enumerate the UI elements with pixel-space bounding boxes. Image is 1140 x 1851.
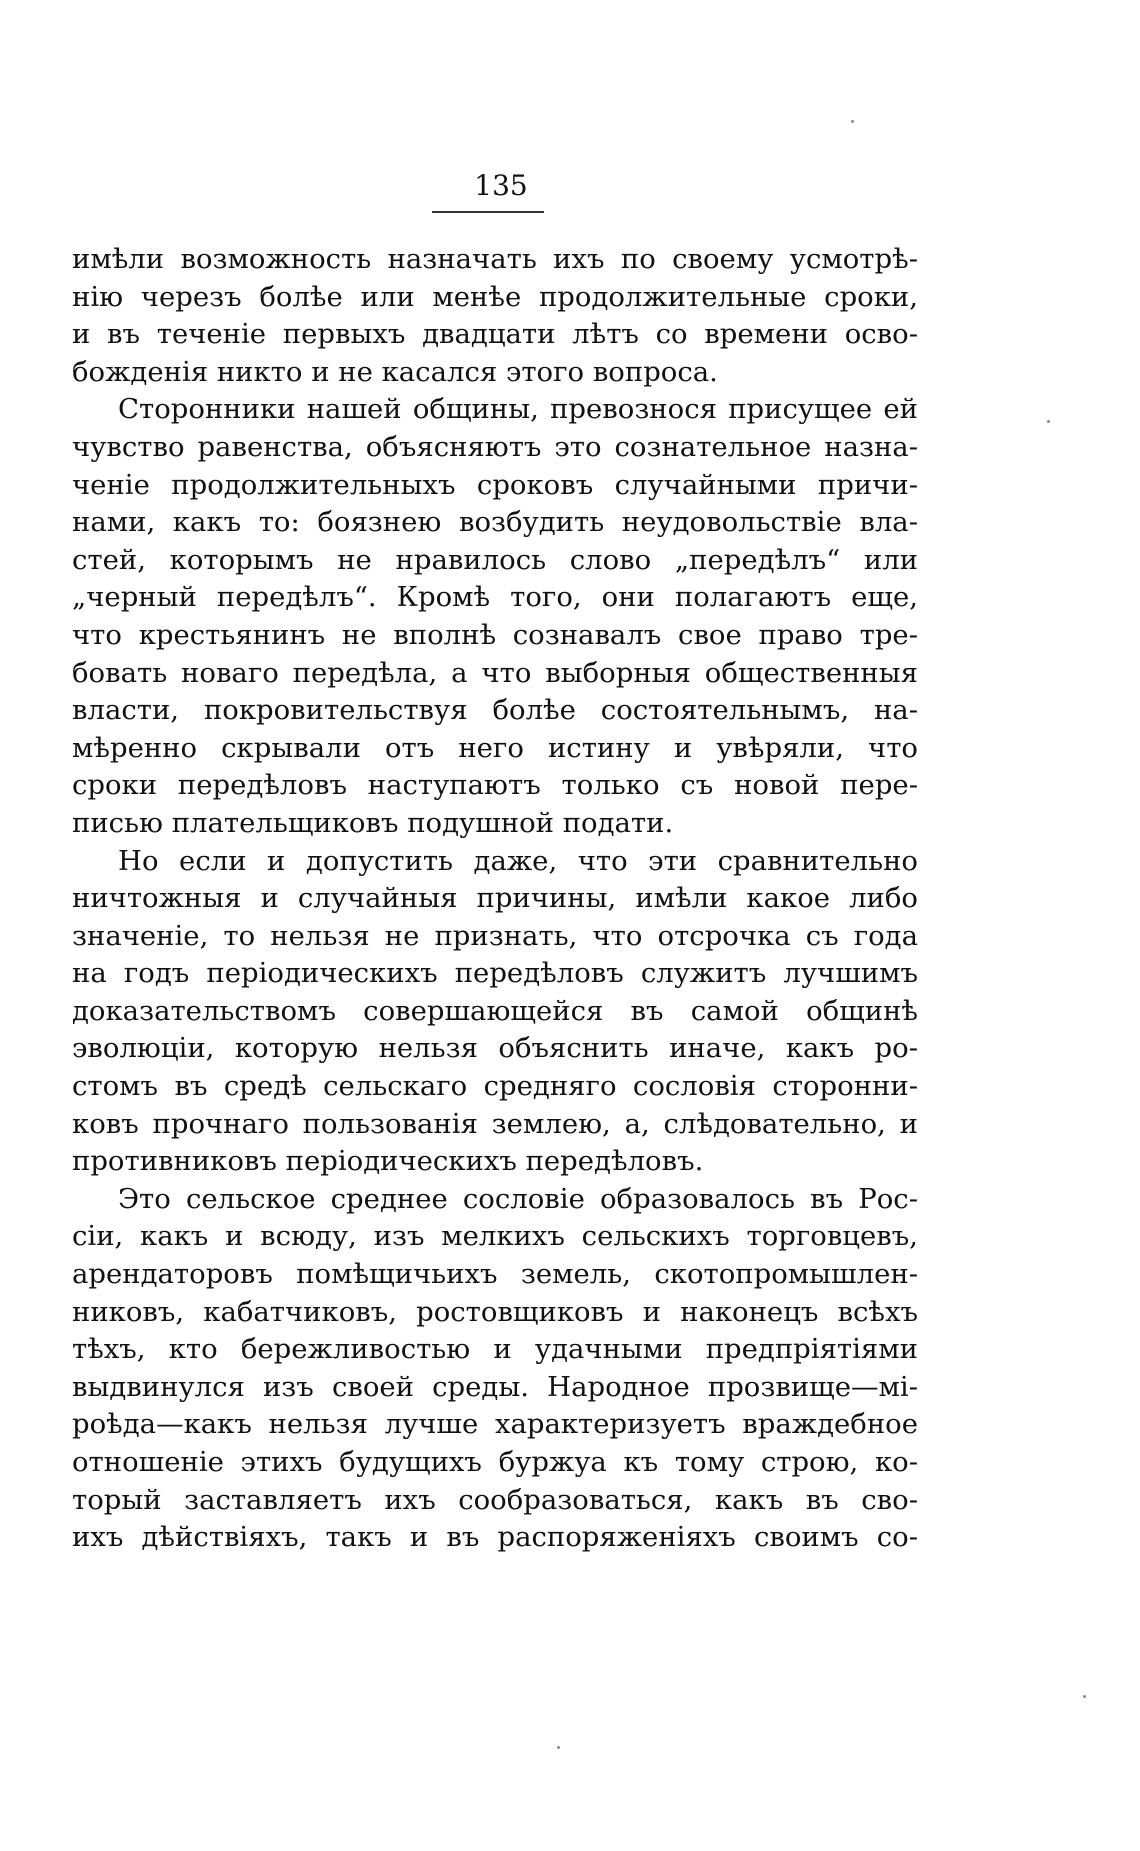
text-line: писью плательщиковъ подушной подати. <box>72 806 674 839</box>
text-line: эволюціи, которую нельзя объяснить иначе, какъ ро- <box>72 1032 918 1065</box>
text-line: доказательствомъ совершающейся въ самой общинѣ <box>72 994 918 1027</box>
paper-speck <box>1083 1695 1086 1698</box>
text-line: тѣхъ, кто бережливостью и удачными предпріятіями <box>72 1333 918 1366</box>
text-line: Сторонники нашей общины, превознося присущее ей <box>118 393 918 426</box>
text-line: значеніе, то нельзя не признать, что отсрочка съ года <box>72 919 918 952</box>
text-line: роѣда—какъ нельзя лучше характеризуетъ враждебное <box>72 1408 918 1441</box>
text-line: на годъ періодическихъ передѣловъ служитъ лучшимъ <box>72 957 918 990</box>
text-line: ковъ прочнаго пользованія землею, а, слѣдовательно, и <box>72 1107 918 1140</box>
text-line: что крестьянинъ не вполнѣ сознавалъ свое право тре- <box>72 618 918 651</box>
paper-speck <box>557 1746 560 1749</box>
text-line: бовать новаго передѣла, а что выборныя общественныя <box>72 656 918 689</box>
text-line: сіи, какъ и всюду, изъ мелкихъ сельскихъ торговцевъ, <box>72 1220 918 1253</box>
text-line: имѣли возможность назначать ихъ по своему усмотрѣ- <box>72 243 918 275</box>
body-text <box>72 241 918 1557</box>
text-line: Но если и допустить даже, что эти сравнительно <box>118 844 918 877</box>
text-line: отношеніе этихъ будущихъ буржуа къ тому строю, ко- <box>72 1446 918 1478</box>
text-line: стей, которымъ не нравилось слово „передѣлъ“ или <box>72 543 918 576</box>
paper-speck <box>1047 420 1050 423</box>
page-number-rule <box>432 211 544 213</box>
text-line: выдвинулся изъ своей среды. Народное прозвище—мі- <box>72 1370 918 1403</box>
text-line: Это сельское среднее сословіе образовалось въ Рос- <box>118 1182 918 1215</box>
text-line: противниковъ періодическихъ передѣловъ. <box>72 1145 704 1178</box>
text-line: ихъ дѣйствіяхъ, такъ и въ распоряженіяхъ своимъ со- <box>72 1521 918 1554</box>
text-line: божденія никто и не касался этого вопроса. <box>72 355 718 388</box>
text-line: и въ теченіе первыхъ двадцати лѣтъ со времени осво- <box>72 318 918 351</box>
text-line: нію черезъ болѣе или менѣе продолжительные сроки, <box>72 280 918 313</box>
text-line: власти, покровительствуя болѣе состоятельнымъ, на- <box>72 694 918 727</box>
text-line: торый заставляетъ ихъ сообразоваться, какъ въ сво- <box>72 1483 918 1516</box>
text-line: мѣренно скрывали отъ него истину и увѣряли, что <box>72 731 918 764</box>
text-line: арендаторовъ помѣщичьихъ земель, скотопромышлен- <box>72 1258 918 1291</box>
page-number: 135 <box>474 169 528 202</box>
text-line: сроки передѣловъ наступаютъ только съ новой пере- <box>72 769 918 802</box>
paper-speck <box>851 120 854 123</box>
text-line: ченіе продолжительныхъ сроковъ случайными причи- <box>72 468 918 501</box>
text-line: никовъ, кабатчиковъ, ростовщиковъ и наконецъ всѣхъ <box>72 1295 918 1328</box>
text-line: нами, какъ то: боязнею возбудить неудовольствіе вла- <box>72 506 918 539</box>
text-line: стомъ въ средѣ сельскаго средняго сословія сторонни- <box>72 1070 918 1103</box>
text-line: „черный передѣлъ“. Кромѣ того, они полагаютъ еще, <box>72 581 918 614</box>
text-line: ничтожныя и случайныя причины, имѣли какое либо <box>72 882 918 915</box>
text-line: чувство равенства, объясняютъ это сознательное назна- <box>72 430 918 463</box>
